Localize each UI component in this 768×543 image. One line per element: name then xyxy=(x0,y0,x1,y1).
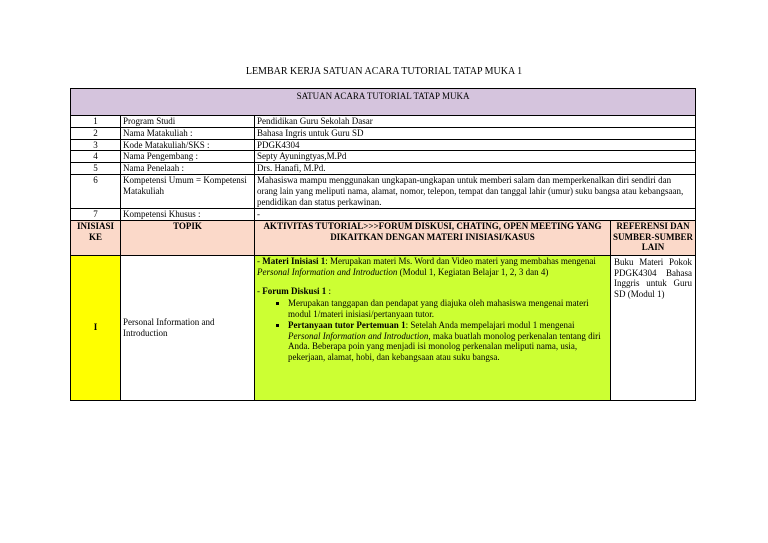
row-label: Nama Pengembang : xyxy=(121,151,255,163)
info-row xyxy=(71,139,696,151)
row-value: PDGK4304 xyxy=(255,139,696,151)
row-label: Program Studi xyxy=(121,116,255,128)
forum-bullet-list xyxy=(257,298,608,363)
column-header-row xyxy=(71,220,696,255)
row-value: Bahasa Ingris untuk Guru SD xyxy=(255,127,696,139)
row-value: Mahasiswa mampu menggunakan ungkapan-ungkapan untuk memberi salam dan memperkenalkan diri sendiri dan orang lain yang meliputi nama, alamat, nomor, telepon, tempat dan tanggal lahir (umur) suku bangsa atau kebangsaan, pendidikan dan status perkawinan. xyxy=(255,174,696,208)
row-number: 1 xyxy=(71,116,121,128)
row-number: 6 xyxy=(71,174,121,208)
info-row xyxy=(71,163,696,175)
forum-label: Forum Diskusi 1 xyxy=(262,286,327,297)
forum-bullet-item xyxy=(288,320,608,363)
row-number: 2 xyxy=(71,127,121,139)
info-row xyxy=(71,151,696,163)
sat-table xyxy=(70,88,696,401)
row-label: Nama Penelaah : xyxy=(121,163,255,175)
tutor-question-text-2: , maka buatlah monolog perkenalan tentang diri Anda. Beberapa poin yang menjadi isi monolog perkenalan meliputi nama, usia, pekerjaan, alamat, hobi, dan kebangsaan atau suku bangsa. xyxy=(288,330,601,363)
materi-label: Materi Inisiasi 1 xyxy=(262,255,326,266)
row-number: 5 xyxy=(71,163,121,175)
info-row xyxy=(71,208,696,220)
forum-bullet-item: ▪ Merupakan tanggapan dan pendapat yang diajuka oleh mahasiswa mengenai materi modul 1/materi inisiasi/pertanyaan tutor. xyxy=(288,298,608,320)
row-label: Kompetensi Umum = Kompetensi Matakuliah xyxy=(121,174,255,208)
row-value: Drs. Hanafi, M.Pd. xyxy=(255,163,696,175)
row-value: - xyxy=(255,208,696,220)
tutor-question-text-1: : Setelah Anda mempelajari modul 1 mengenai xyxy=(405,319,575,330)
col-aktivitas-header: AKTIVITAS TUTORIAL>>>FORUM DISKUSI, CHATING, OPEN MEETING YANG DIKAITKAN DENGAN MATERI INISIASI/KASUS xyxy=(255,220,611,255)
info-row xyxy=(71,127,696,139)
session-row xyxy=(71,255,696,400)
col-inisiasi-header: INISIASI KE xyxy=(71,220,121,255)
materi-italic: Personal Information and Introduction xyxy=(257,266,398,277)
session-number: I xyxy=(71,255,121,400)
forum-paragraph: - Forum Diskusi 1 : xyxy=(257,286,332,297)
row-number: 3 xyxy=(71,139,121,151)
info-row xyxy=(71,116,696,128)
row-label: Kode Matakuliah/SKS : xyxy=(121,139,255,151)
col-topik-header: TOPIK xyxy=(121,220,255,255)
materi-paragraph: - Materi Inisiasi 1: Merupakan materi Ms. Word dan Video materi yang membahas mengenai Personal Information and Introduction (Modul 1, Kegiatan Belajar 1, 2, 3 dan 4) xyxy=(257,255,596,277)
tutor-question-italic: Personal Information and Introduction xyxy=(288,330,429,341)
row-label: Kompetensi Khusus : xyxy=(121,208,255,220)
tutor-question-label: Pertanyaan tutor Pertemuan 1 xyxy=(288,319,406,330)
row-number: 4 xyxy=(71,151,121,163)
materi-text-1: : Merupakan materi Ms. Word dan Video materi yang membahas mengenai xyxy=(325,255,596,266)
row-value: Pendidikan Guru Sekolah Dasar xyxy=(255,116,696,128)
col-referensi-header: REFERENSI DAN SUMBER-SUMBER LAIN xyxy=(611,220,696,255)
row-label: Nama Matakuliah : xyxy=(121,127,255,139)
row-value: Septy Ayuningtyas,M.Pd xyxy=(255,151,696,163)
sat-header-row xyxy=(71,89,696,116)
forum-colon: : xyxy=(326,286,332,297)
info-row xyxy=(71,174,696,208)
session-reference: Buku Materi Pokok PDGK4304 Bahasa Inggris untuk Guru SD (Modul 1) xyxy=(611,255,696,400)
document-title: LEMBAR KERJA SATUAN ACARA TUTORIAL TATAP MUKA 1 xyxy=(245,66,523,77)
row-number: 7 xyxy=(71,208,121,220)
sat-header: SATUAN ACARA TUTORIAL TATAP MUKA xyxy=(71,89,696,116)
session-topic: Personal Information and Introduction xyxy=(121,255,255,400)
session-activity xyxy=(255,255,611,400)
materi-text-2: (Modul 1, Kegiatan Belajar 1, 2, 3 dan 4) xyxy=(397,266,549,277)
